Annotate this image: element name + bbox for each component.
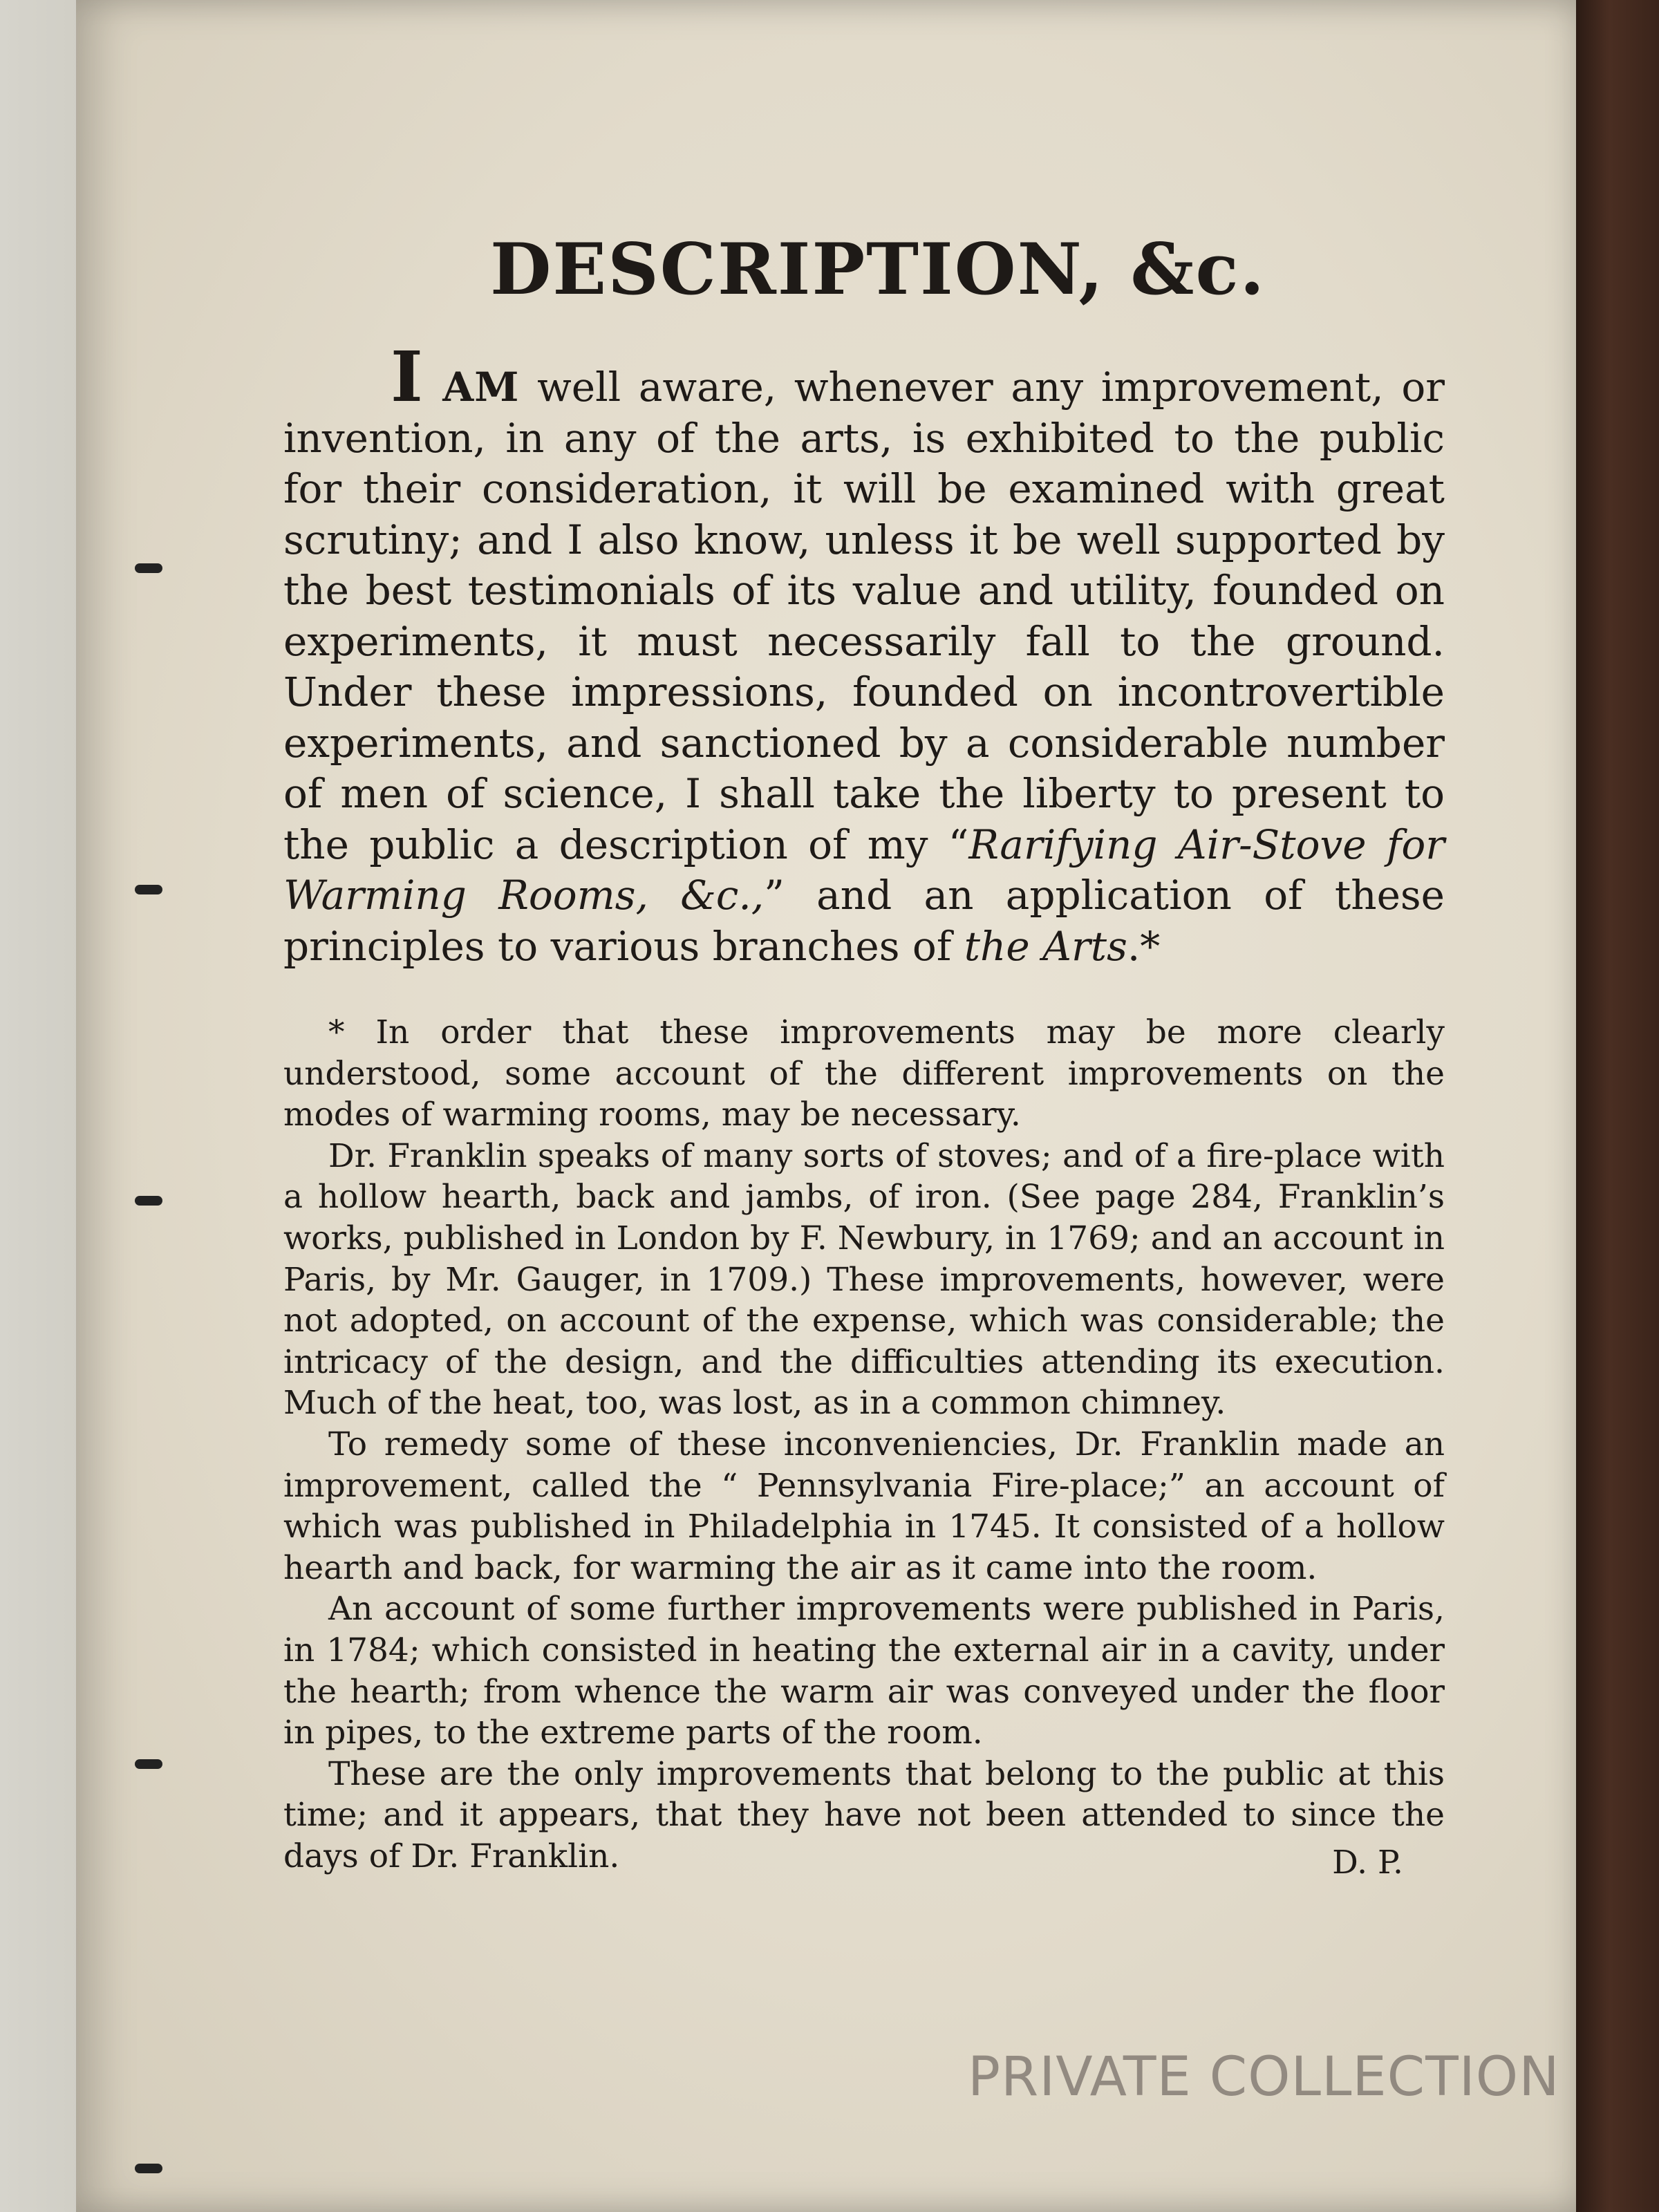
stove-title: Rarifying Air-Stove for Warming Rooms, &c., xyxy=(283,821,1445,919)
body-text-3: .* xyxy=(1127,922,1161,970)
binding-stitch xyxy=(135,1759,162,1769)
footnote xyxy=(283,1012,1445,1882)
lead-word: AM xyxy=(422,364,520,411)
footnote-signature: D. P. xyxy=(1332,1844,1403,1882)
page-text xyxy=(283,228,1445,1882)
desk-surface xyxy=(1576,0,1659,2212)
footnote-paragraph: To remedy some of these inconveniencies, Dr. Franklin made an improvement, called the “ Pennsylvania Fire-place;” an account of which was published in Philadelphia in 1745. It consisted of a hollow hearth and back, for warming the air as it came into the room. xyxy=(283,1425,1445,1587)
body-text-1: well aware, whenever any improvement, or invention, in any of the arts, is exhibited to the public for their consideration, it will be examined with great scrutiny; and I also know, unless it be well supported by the best testimonials of its value and utility, founded on experiments, it must necessarily fall to the ground. Under these impressions, founded on incontrovertible experiments, and sanctioned by a considerable number of men of science, I shall take the liberty to present to the public a description of my “ xyxy=(283,364,1445,868)
body-text-2: ” and an application of these principles to various branches of xyxy=(283,872,1445,970)
footnote-paragraph: Dr. Franklin speaks of many sorts of stoves; and of a fire-place with a hollow hearth, back and jambs, of iron. (See page 284, Franklin’s works, published in London by F. Newbury, in 1769; and an account in Paris, by Mr. Gauger, in 1709.) These improvements, however, were not adopted, on account of the expense, which was considerable; the intricacy of the design, and the difficulties attending its execution. Much of the heat, too, was lost, as in a common chimney. xyxy=(283,1136,1445,1423)
page-title: DESCRIPTION, &c. xyxy=(489,228,1266,311)
watermark: PRIVATE COLLECTION xyxy=(968,2046,1560,2108)
binding-stitch xyxy=(135,563,162,573)
footnote-paragraph: An account of some further improvements were published in Paris, in 1784; which consisted in heating the external air in a cavity, under the hearth; from whence the warm air was conveyed under the floor in pipes, to the extreme parts of the room. xyxy=(283,1590,1445,1752)
footnote-paragraph: * In order that these improvements may be more clearly understood, some account of the different improvements on the modes of warming rooms, may be necessary. xyxy=(283,1013,1445,1134)
body-paragraph xyxy=(283,336,1445,972)
binding-stitch xyxy=(135,885,162,894)
binding-stitch xyxy=(135,2164,162,2173)
footnote-paragraph: These are the only improvements that belong to the public at this time; and it appears, that they have not been attended to since the days of Dr. Franklin. xyxy=(283,1754,1445,1875)
drop-cap: I xyxy=(391,336,423,418)
binding-stitch xyxy=(135,1196,162,1206)
arts-phrase: the Arts xyxy=(964,922,1127,970)
